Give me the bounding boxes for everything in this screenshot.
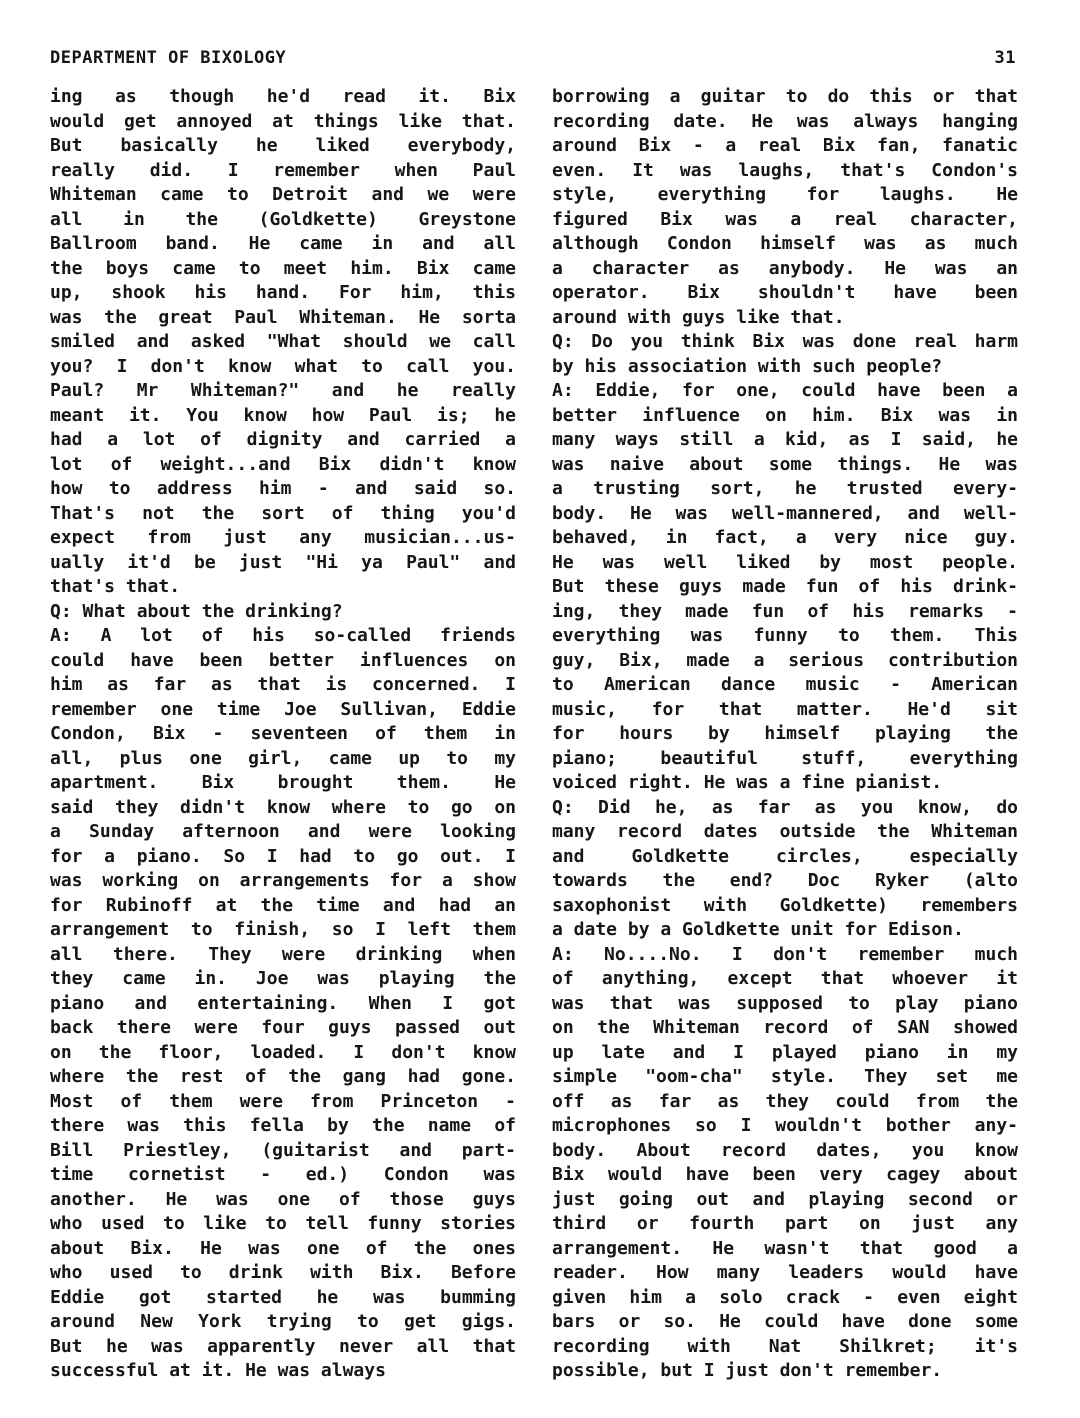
text-line: ually it'd be just "Hi ya Paul" and [50, 551, 516, 573]
text-line: a date by a Goldkette unit for Edison. [552, 919, 964, 940]
text-line: up, shook his hand. For him, this [50, 282, 516, 303]
text-line: Bill Priestley, (guitarist and part- [50, 1139, 516, 1161]
text-line: style, everything for laughs. He [552, 184, 1018, 205]
text-line: around New York trying to get gigs. [50, 1311, 516, 1332]
text-line: there was this fella by the name of [50, 1115, 516, 1136]
text-line: microphones so I wouldn't bother any- [552, 1115, 1018, 1136]
text-line: on the Whiteman record of SAN showed [552, 1017, 1018, 1038]
text-line: who used to like to tell funny stories [50, 1213, 516, 1234]
text-line: successful at it. He was always [50, 1360, 386, 1381]
text-line: a character as anybody. He was an [552, 257, 1018, 279]
text-line: was the great Paul Whiteman. He sorta [50, 306, 516, 328]
text-line: all, plus one girl, came up to my [50, 747, 516, 769]
text-line: for hours by himself playing the [552, 723, 1018, 744]
text-line: and Goldkette circles, especially [552, 845, 1018, 867]
text-line: behaved, in fact, a very nice guy. [552, 527, 1018, 548]
text-line: Condon, Bix - seventeen of them in [50, 723, 516, 744]
text-line: simple "oom-cha" style. They set me [552, 1066, 1018, 1087]
text-line: a trusting sort, he trusted every- [552, 478, 1018, 499]
text-line: That's not the sort of thing you'd [50, 502, 516, 524]
text-line: could have been better influences on [50, 649, 516, 671]
text-line: ing as though he'd read it. Bix [50, 86, 516, 107]
text-line: of anything, except that whoever it [552, 968, 1018, 989]
text-line: But he was apparently never all that [50, 1335, 516, 1357]
text-line: many ways still a kid, as I said, he [552, 429, 1018, 450]
text-line: arrangement. He wasn't that good a [552, 1237, 1018, 1259]
text-line: But basically he liked everybody, [50, 135, 516, 156]
text-line: to American dance music - American [552, 674, 1018, 695]
text-line: Ballroom band. He came in and all [50, 233, 516, 254]
text-line: recording date. He was always hanging [552, 110, 1018, 132]
text-line: said they didn't know where to go on [50, 796, 516, 818]
text-line: bars or so. He could have done some [552, 1311, 1018, 1332]
text-line: recording with Nat Shilkret; it's [552, 1335, 1018, 1357]
text-line: Q: Do you think Bix was done real harm [552, 331, 1018, 352]
text-line: up late and I played piano in my [552, 1041, 1018, 1063]
text-line: voiced right. He was a fine pianist. [552, 772, 943, 793]
text-line: piano; beautiful stuff, everything [552, 747, 1018, 769]
running-head [50, 48, 1016, 68]
text-line: that's that. [50, 576, 181, 597]
text-line: was that was supposed to play piano [552, 992, 1018, 1014]
text-line: the boys came to meet him. Bix came [50, 257, 516, 279]
page-number: 31 [994, 48, 1016, 68]
text-line: about Bix. He was one of the ones [50, 1237, 516, 1259]
text-line: A: Eddie, for one, could have been a [552, 380, 1018, 401]
text-line: how to address him - and said so. [50, 478, 516, 499]
text-line: around with guys like that. [552, 306, 845, 328]
text-line: given him a solo crack - even eight [552, 1286, 1018, 1308]
text-line: expect from just any musician...us- [50, 527, 516, 548]
section-title: DEPARTMENT OF BIXOLOGY [50, 48, 287, 68]
text-line: remember one time Joe Sullivan, Eddie [50, 698, 516, 720]
text-line: time cornetist - ed.) Condon was [50, 1164, 516, 1185]
text-line: everything was funny to them. This [552, 625, 1018, 646]
text-line: you? I don't know what to call you. [50, 355, 516, 377]
text-line: Whiteman came to Detroit and we were [50, 184, 516, 205]
text-line: on the floor, loaded. I don't know [50, 1041, 516, 1063]
text-line: saxophonist with Goldkette) remembers [552, 894, 1018, 916]
text-line: figured Bix was a real character, [552, 208, 1018, 230]
text-line: A: A lot of his so-called friends [50, 625, 516, 646]
text-line: But these guys made fun of his drink- [552, 576, 1018, 597]
text-line: better influence on him. Bix was in [552, 404, 1018, 426]
text-line: although Condon himself was as much [552, 233, 1018, 254]
text-line: they came in. Joe was playing the [50, 968, 516, 989]
text-line: guy, Bix, made a serious contribution [552, 649, 1018, 671]
text-line: Bix would have been very cagey about [552, 1164, 1018, 1185]
text-line: him as far as that is concerned. I [50, 674, 516, 695]
text-line: for Rubinoff at the time and had an [50, 894, 516, 916]
text-line: towards the end? Doc Ryker (alto [552, 870, 1018, 891]
text-line: Eddie got started he was bumming [50, 1286, 516, 1308]
text-line: He was well liked by most people. [552, 551, 1018, 573]
text-line: was naive about some things. He was [552, 453, 1018, 475]
text-line: A: No....No. I don't remember much [552, 943, 1018, 965]
text-line: many record dates outside the Whiteman [552, 821, 1018, 842]
text-line: where the rest of the gang had gone. [50, 1066, 516, 1087]
text-line: piano and entertaining. When I got [50, 992, 516, 1014]
text-line: possible, but I just don't remember. [552, 1360, 943, 1381]
text-line: ing, they made fun of his remarks - [552, 600, 1018, 622]
text-line: arrangement to finish, so I left them [50, 919, 516, 940]
text-line: even. It was laughs, that's Condon's [552, 159, 1018, 181]
text-line: was working on arrangements for a show [50, 870, 516, 891]
text-line: operator. Bix shouldn't have been [552, 282, 1018, 303]
text-line: back there were four guys passed out [50, 1017, 516, 1038]
right-column [552, 85, 1018, 1384]
text-line: Paul? Mr Whiteman?" and he really [50, 380, 516, 401]
text-line: off as far as they could from the [552, 1090, 1018, 1112]
text-line: apartment. Bix brought them. He [50, 772, 516, 793]
text-line: just going out and playing second or [552, 1188, 1018, 1210]
text-line: another. He was one of those guys [50, 1188, 516, 1210]
text-line: lot of weight...and Bix didn't know [50, 453, 516, 475]
text-line: all in the (Goldkette) Greystone [50, 208, 516, 230]
text-line: body. He was well-mannered, and well- [552, 502, 1018, 524]
text-line: Most of them were from Princeton - [50, 1090, 516, 1112]
text-line: by his association with such people? [552, 355, 943, 377]
text-line: had a lot of dignity and carried a [50, 429, 516, 450]
text-line: body. About record dates, you know [552, 1139, 1018, 1161]
text-line: Q: Did he, as far as you know, do [552, 796, 1018, 818]
text-line: for a piano. So I had to go out. I [50, 845, 516, 867]
text-line: smiled and asked "What should we call [50, 331, 516, 352]
text-line: would get annoyed at things like that. [50, 110, 516, 132]
text-line: meant it. You know how Paul is; he [50, 404, 516, 426]
text-line: borrowing a guitar to do this or that [552, 86, 1018, 107]
text-line: all there. They were drinking when [50, 943, 516, 965]
text-line: third or fourth part on just any [552, 1213, 1018, 1234]
text-line: around Bix - a real Bix fan, fanatic [552, 135, 1018, 156]
text-line: music, for that matter. He'd sit [552, 698, 1018, 720]
text-line: a Sunday afternoon and were looking [50, 821, 516, 842]
text-line: reader. How many leaders would have [552, 1262, 1018, 1283]
text-line: Q: What about the drinking? [50, 600, 343, 622]
left-column [50, 85, 516, 1384]
text-line: really did. I remember when Paul [50, 159, 516, 181]
text-line: who used to drink with Bix. Before [50, 1262, 516, 1283]
